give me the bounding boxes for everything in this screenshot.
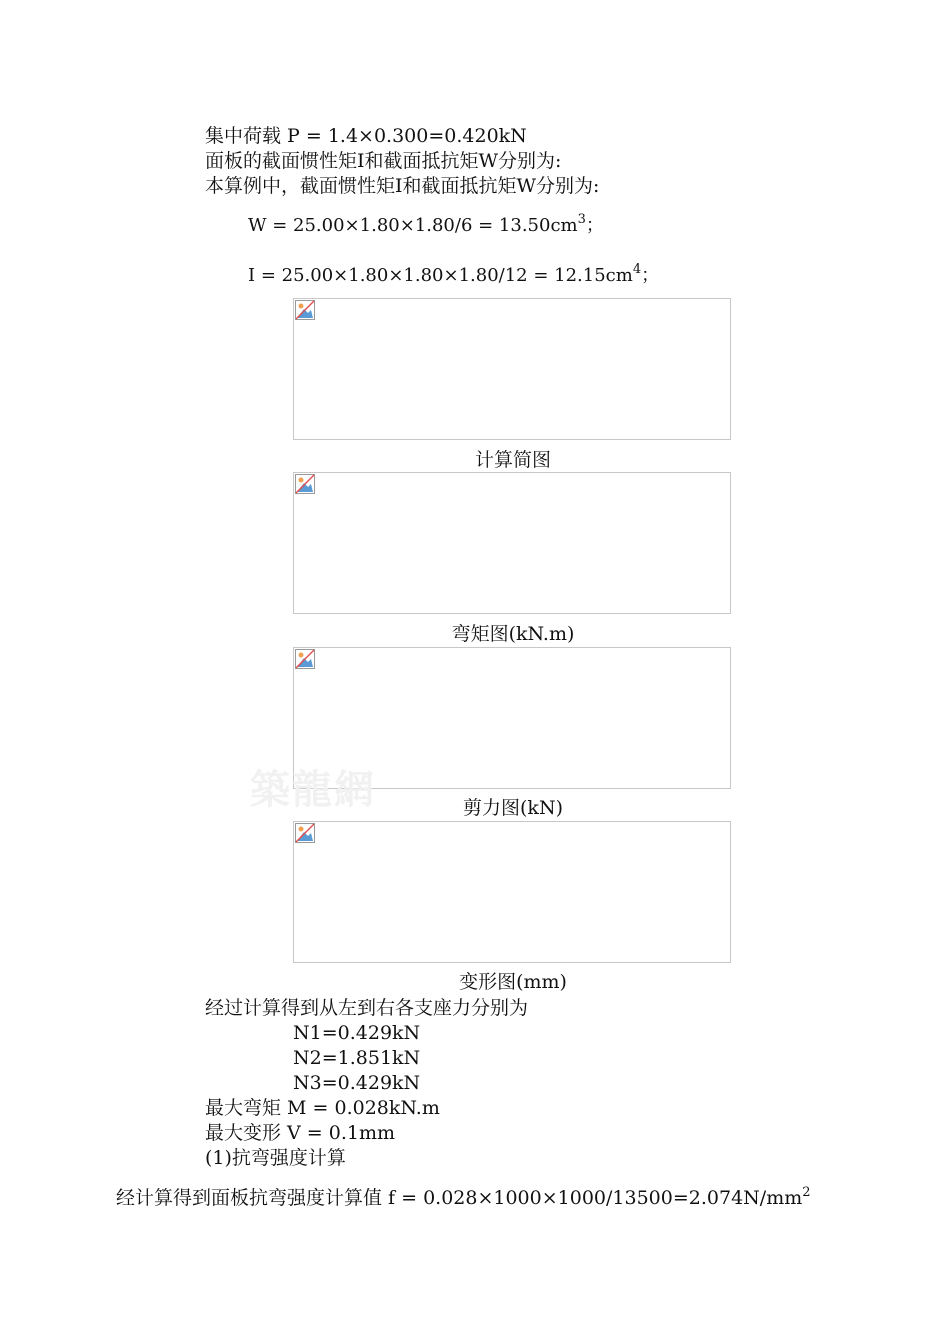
watermark: 築龍網 <box>250 766 376 813</box>
broken-image-icon <box>295 823 315 843</box>
i-exponent: 4 <box>632 262 642 277</box>
w-exponent: 3 <box>577 212 586 227</box>
support-intro: 经过计算得到从左到右各支座力分别为 <box>205 997 529 1019</box>
support-n3: N3=0.429kN <box>293 1072 421 1094</box>
figure-moment-diagram <box>293 472 731 614</box>
i-formula-end: ； <box>641 265 660 286</box>
w-formula-end: ； <box>585 215 604 236</box>
section-title: (1)抗弯强度计算 <box>205 1147 346 1169</box>
i-formula-text: I = 25.00×1.80×1.80×1.80/12 = 12.15cm <box>248 265 633 286</box>
figure-deformation-diagram <box>293 821 731 963</box>
figure-calc-diagram <box>293 298 731 440</box>
example-props-line: 本算例中，截面惯性矩I和截面抵抗矩W分别为: <box>205 175 600 197</box>
strength-text: 经计算得到面板抗弯强度计算值 f = 0.028×1000×1000/13500=2.074N/mm <box>116 1187 803 1209</box>
strength-exponent: 2 <box>802 1185 811 1200</box>
broken-image-icon <box>295 649 315 669</box>
caption-calc-diagram: 计算简图 <box>474 449 551 471</box>
caption-shear-diagram: 剪力图(kN) <box>463 797 563 819</box>
load-line: 集中荷载 P = 1.4×0.300=0.420kN <box>205 125 527 147</box>
caption-deformation-diagram: 变形图(mm) <box>459 971 567 993</box>
w-formula <box>248 214 604 238</box>
broken-image-icon <box>295 300 315 320</box>
max-moment: 最大弯矩 M = 0.028kN.m <box>205 1097 440 1119</box>
max-deflection: 最大变形 V = 0.1mm <box>205 1122 396 1144</box>
support-n2: N2=1.851kN <box>293 1047 421 1069</box>
w-formula-text: W = 25.00×1.80×1.80/6 = 13.50cm <box>248 215 578 236</box>
caption-moment-diagram: 弯矩图(kN.m) <box>451 623 575 645</box>
i-formula <box>248 264 659 288</box>
section-props-line: 面板的截面惯性矩I和截面抵抗矩W分别为: <box>205 150 562 172</box>
strength-line <box>116 1186 811 1210</box>
broken-image-icon <box>295 474 315 494</box>
support-n1: N1=0.429kN <box>293 1022 421 1044</box>
